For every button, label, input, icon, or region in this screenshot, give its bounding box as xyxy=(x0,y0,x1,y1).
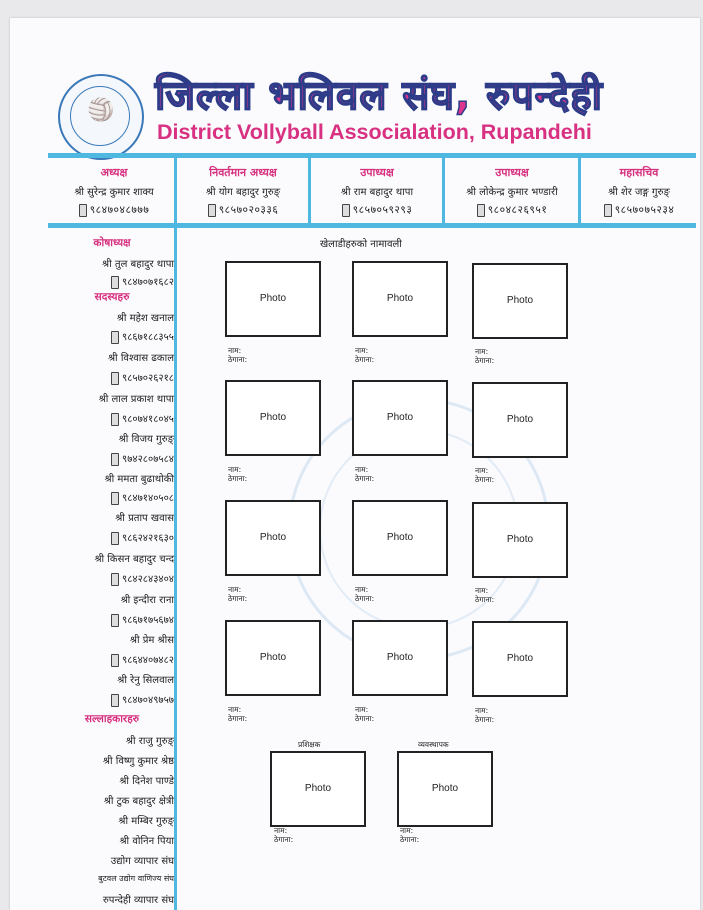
member-phone: ९८६७१७५६७४ xyxy=(50,612,174,627)
officer-president: अध्यक्ष श्री सुरेन्द्र कुमार शाक्य ९८४७०४८७७७ xyxy=(74,166,154,216)
player-info: नाम: ठेगाना: xyxy=(228,346,248,364)
advisors-heading: सल्लाहकारहरु xyxy=(84,713,140,725)
advisor-name: श्री विष्णु कुमार श्रेष्ठ xyxy=(102,756,174,767)
player-photo-box: Photo xyxy=(352,500,448,576)
player-info: नाम: ठेगाना: xyxy=(228,705,248,723)
player-photo-box: Photo xyxy=(225,500,321,576)
player-info: नाम: ठेगाना: xyxy=(475,586,495,604)
treasurer-heading: कोषाध्यक्ष xyxy=(93,237,131,249)
manager-label: व्यवस्थापक xyxy=(418,740,449,749)
advisor-name: बुटवल उद्योग वाणिज्य संघ xyxy=(98,874,174,883)
member-phone: ९८४७१४०५०८ xyxy=(50,490,174,505)
advisor-name: उद्योग व्यापार संघ xyxy=(110,856,174,867)
player-info: नाम: ठेगाना: xyxy=(475,347,495,365)
member-phone: ९८६४४०७४८२ xyxy=(50,652,174,667)
officer-general-secretary: महासचिव श्री शेर जङ्ग गुरुङ् ९८५७०७५२३४ xyxy=(582,161,696,223)
player-photo-box: Photo xyxy=(472,502,568,578)
phone-icon xyxy=(604,204,612,217)
member-phone: ९७४२८०७५८४ xyxy=(50,451,174,466)
coach-photo-box: Photo xyxy=(270,751,366,827)
phone-icon xyxy=(111,276,119,289)
player-photo-box: Photo xyxy=(472,263,568,339)
members-heading: सदस्यहरु xyxy=(94,291,130,303)
coach-label: प्रशिक्षक xyxy=(298,740,321,749)
member-name: श्री प्रेम श्रीस xyxy=(129,635,174,646)
phone-icon xyxy=(79,204,87,217)
player-info: नाम: ठेगाना: xyxy=(355,705,375,723)
treasurer-name: श्री तुल बहादुर थापा xyxy=(102,259,174,270)
player-info: नाम: ठेगाना: xyxy=(228,585,248,603)
phone-icon xyxy=(111,614,119,627)
player-info: नाम: ठेगाना: xyxy=(355,585,375,603)
phone-icon xyxy=(111,453,119,466)
manager-info: नाम: ठेगाना: xyxy=(400,826,420,844)
officer-separator xyxy=(308,158,311,224)
player-photo-box: Photo xyxy=(352,620,448,696)
header-top-bar xyxy=(48,153,696,158)
member-name: श्री इन्दीरा राना xyxy=(120,595,174,606)
phone-icon xyxy=(111,492,119,505)
member-phone: ९८४२८४३४०४ xyxy=(50,571,174,586)
player-info: नाम: ठेगाना: xyxy=(228,465,248,483)
phone-icon xyxy=(111,654,119,667)
header-bottom-bar xyxy=(48,223,696,228)
officer-vice-president: उपाध्यक्ष श्री राम बहादुर थापा ९८५७०५९२९३ xyxy=(340,166,414,216)
player-photo-box: Photo xyxy=(225,620,321,696)
member-phone: ९८६७१८८३५५ xyxy=(50,329,174,344)
member-name: श्री प्रताप खवास xyxy=(115,513,174,524)
phone-icon xyxy=(111,372,119,385)
member-name: श्री लाल प्रकाश थापा xyxy=(98,394,174,405)
coach-info: नाम: ठेगाना: xyxy=(274,826,294,844)
advisor-name: रुपन्देही व्यापार संघ xyxy=(102,895,174,906)
advisor-name: श्री वोनिन पिया xyxy=(119,836,174,847)
officer-separator xyxy=(174,158,177,224)
player-photo-box: Photo xyxy=(225,380,321,456)
member-name: श्री रेनु सिलवाल xyxy=(117,675,174,686)
advisor-name: श्री टुक बहादुर क्षेत्री xyxy=(103,796,174,807)
player-photo-box: Photo xyxy=(472,382,568,458)
title-nepali: जिल्ला भलिवल संघ, रुपन्देही xyxy=(155,73,604,119)
advisor-name: श्री दिनेश पाण्डे xyxy=(119,776,174,787)
player-info: नाम: ठेगाना: xyxy=(475,706,495,724)
officer-separator xyxy=(578,158,581,224)
phone-icon xyxy=(342,204,350,217)
player-info: नाम: ठेगाना: xyxy=(355,465,375,483)
player-photo-box: Photo xyxy=(352,261,448,337)
phone-icon xyxy=(111,532,119,545)
officer-former-president: निवर्तमान अध्यक्ष श्री योग बहादुर गुरुङ् ९८५७०२०३३६ xyxy=(205,166,281,216)
member-name: श्री विजय गुरुङ् xyxy=(118,434,174,445)
phone-icon xyxy=(477,204,485,217)
member-name: श्री ममता बुढाथोकी xyxy=(104,474,174,485)
phone-icon xyxy=(111,573,119,586)
manager-photo-box: Photo xyxy=(397,751,493,827)
member-phone: ९८५७०२६२१८ xyxy=(50,370,174,385)
member-phone: ९८६२४२१६३० xyxy=(50,530,174,545)
member-phone: ९८४७०४९७५७ xyxy=(50,692,174,707)
phone-icon xyxy=(208,204,216,217)
phone-icon xyxy=(111,413,119,426)
member-name: श्री विश्वास ढकाल xyxy=(107,353,174,364)
officer-vice-president-2: उपाध्यक्ष श्री लोकेन्द्र कुमार भण्डारी ९८०४८२६९५१ xyxy=(466,166,558,216)
member-phone: ९८०७४१८०४५ xyxy=(50,411,174,426)
player-photo-box: Photo xyxy=(472,621,568,697)
player-photo-box: Photo xyxy=(352,380,448,456)
advisor-name: श्री मम्बिर गुरुङ् xyxy=(118,816,174,827)
phone-icon xyxy=(111,694,119,707)
advisor-name: श्री राजु गुरुङ् xyxy=(125,736,174,747)
player-info: नाम: ठेगाना: xyxy=(355,346,375,364)
association-logo: 🏐 xyxy=(58,74,144,160)
player-photo-box: Photo xyxy=(225,261,321,337)
member-name: श्री महेश खनाल xyxy=(116,313,174,324)
officer-separator xyxy=(442,158,445,224)
players-list-title: खेलाडीहरुको नामावली xyxy=(320,239,402,250)
sidebar-separator xyxy=(174,228,177,910)
player-info: नाम: ठेगाना: xyxy=(475,466,495,484)
phone-icon xyxy=(111,331,119,344)
member-name: श्री किसन बहादुर चन्द xyxy=(94,554,174,565)
treasurer-phone: ९८४७०७१६८२ xyxy=(50,274,174,289)
title-english: District Vollyball Associalation, Rupandehi xyxy=(157,120,592,144)
